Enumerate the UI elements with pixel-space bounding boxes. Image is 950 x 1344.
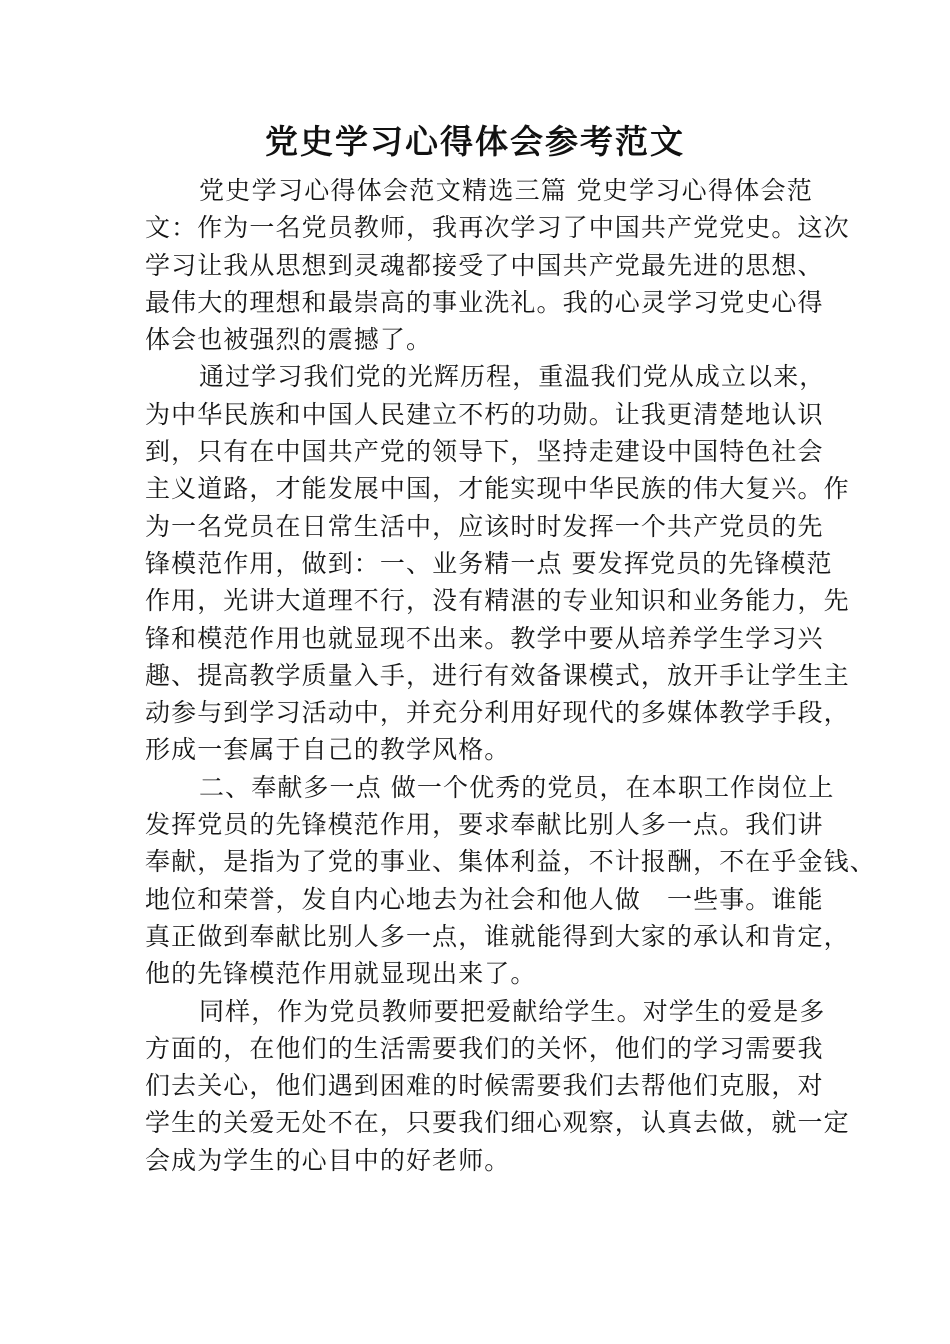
document-title: 党史学习心得体会参考范文 [265,122,685,161]
paragraph-line: 方面的，在他们的生活需要我们的关怀，他们的学习需要我 [145,1033,824,1063]
paragraph-line: 学习让我从思想到灵魂都接受了中国共产党最先进的思想、 [145,250,824,280]
paragraph-line: 主义道路，才能发展中国，才能实现中华民族的伟大复兴。作 [145,474,850,504]
paragraph-line: 体会也被强烈的震撼了。 [145,325,433,355]
paragraph-line: 奉献，是指为了党的事业、集体利益，不计报酬，不在乎金钱、 [145,847,876,877]
document-body [145,172,876,1179]
paragraph-1 [145,172,850,358]
paragraph-line: 真正做到奉献比别人多一点，谁就能得到大家的承认和肯定， [145,921,850,951]
paragraph-line: 同样，作为党员教师要把爱献给学生。对学生的爱是多 [199,996,826,1026]
paragraph-line: 学生的关爱无处不在，只要我们细心观察，认真去做，就一定 [145,1108,850,1138]
paragraph-line: 趣、提高教学质量入手，进行有效备课模式，放开手让学生主 [145,660,850,690]
paragraph-line: 作用，光讲大道理不行，没有精湛的专业知识和业务能力，先 [145,586,850,616]
paragraph-line: 为中华民族和中国人民建立不朽的功勋。让我更清楚地认识 [145,399,824,429]
paragraph-line: 到，只有在中国共产党的领导下，坚持走建设中国特色社会 [145,437,824,467]
paragraph-line: 文：作为一名党员教师，我再次学习了中国共产党党史。这次 [145,213,850,243]
paragraph-line: 形成一套属于自己的教学风格。 [145,735,511,765]
paragraph-line: 们去关心，他们遇到困难的时候需要我们去帮他们克服，对 [145,1071,824,1101]
paragraph-line: 最伟大的理想和最崇高的事业洗礼。我的心灵学习党史心得 [145,287,824,317]
paragraph-line: 会成为学生的心目中的好老师。 [145,1145,511,1175]
paragraph-line: 二、奉献多一点 做一个优秀的党员，在本职工作岗位上 [199,772,835,802]
paragraph-line: 锋模范作用，做到：一、业务精一点 要发挥党员的先锋模范 [145,548,833,578]
paragraph-line: 地位和荣誉，发自内心地去为社会和他人做 一些事。谁能 [145,884,824,914]
paragraph-2 [145,358,850,768]
paragraph-line: 动参与到学习活动中，并充分利用好现代的多媒体教学手段， [145,698,850,728]
paragraph-line: 他的先锋模范作用就显现出来了。 [145,959,537,989]
paragraph-line: 党史学习心得体会范文精选三篇 党史学习心得体会范 [199,176,813,205]
paragraph-line: 发挥党员的先锋模范作用，要求奉献比别人多一点。我们讲 [145,810,824,840]
paragraph-line: 锋和模范作用也就显现不出来。教学中要从培养学生学习兴 [145,623,824,653]
paragraph-4 [145,993,850,1179]
paragraph-line: 通过学习我们党的光辉历程，重温我们党从成立以来， [199,362,826,392]
paragraph-line: 为一名党员在日常生活中，应该时时发挥一个共产党员的先 [145,511,824,541]
paragraph-3 [145,769,876,993]
